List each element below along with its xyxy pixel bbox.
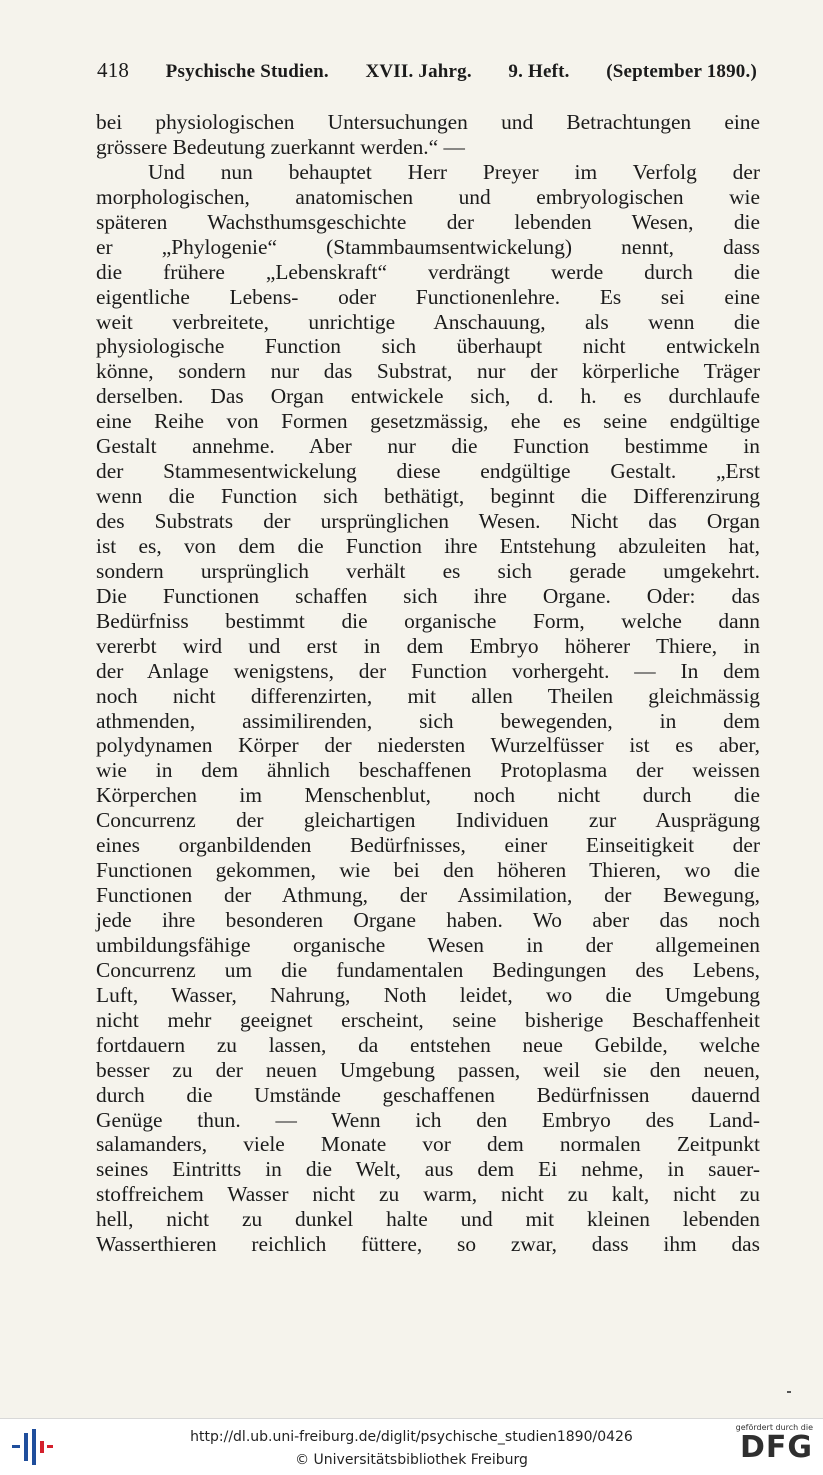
- page-url[interactable]: http://dl.ub.uni-freiburg.de/diglit/psychische_studien1890/0426: [190, 1429, 633, 1445]
- text-line: Genüge thun. — Wenn ich den Embryo des Land-: [96, 1107, 760, 1132]
- text-line: athmenden, assimilirenden, sich bewegenden, in dem: [96, 708, 760, 733]
- text-line: nicht mehr geeignet erscheint, seine bisherige Beschaffenheit: [96, 1007, 760, 1032]
- text-line: physiologische Function sich überhaupt nicht entwickeln: [96, 334, 760, 359]
- text-line: des Substrats der ursprünglichen Wesen. Nicht das Organ: [96, 509, 760, 533]
- text-line: Bedürfniss bestimmt die organische Form, welche dann: [96, 608, 760, 633]
- text-line: umbildungsfähige organische Wesen in der allgemeinen: [96, 932, 760, 957]
- scan-speck: [787, 1391, 791, 1393]
- text-line: der Anlage wenigstens, der Function vorhergeht. — In dem: [96, 658, 760, 683]
- text-line: derselben. Das Organ entwickele sich, d. h. es durchlaufe: [96, 384, 760, 409]
- text-line: Und nun behauptet Herr Preyer im Verfolg der: [148, 159, 760, 184]
- text-line: jede ihre besonderen Organe haben. Wo aber das noch: [96, 908, 760, 932]
- text-line: späteren Wachsthumsgeschichte der lebenden Wesen, die: [96, 209, 760, 234]
- issue-date: (September 1890.): [606, 61, 757, 82]
- text-line: besser zu der neuen Umgebung passen, weil sie den neuen,: [96, 1057, 760, 1082]
- dfg-logo: [727, 1423, 813, 1471]
- text-line: Luft, Wasser, Nahrung, Noth leidet, wo die Umgebung: [96, 982, 760, 1007]
- text-line: fortdauern zu lassen, da entstehen neue Gebilde, welche: [96, 1032, 760, 1057]
- text-line: die frühere „Lebenskraft“ verdrängt werde durch die: [96, 259, 760, 284]
- page-number: 418: [97, 58, 130, 82]
- text-line: Functionen der Athmung, der Assimilation, der Bewegung,: [96, 883, 760, 908]
- text-line: Gestalt annehme. Aber nur die Function bestimme in: [96, 434, 760, 459]
- text-line: sondern ursprünglich verhält es sich gerade umgekehrt.: [96, 558, 760, 583]
- text-line: salamanders, viele Monate vor dem normalen Zeitpunkt: [96, 1132, 760, 1157]
- issue: 9. Heft.: [508, 61, 570, 82]
- text-line: eines organbildenden Bedürfnisses, einer Einseitigkeit der: [96, 833, 760, 858]
- text-line: hell, nicht zu dunkel halte und mit kleinen lebenden: [96, 1207, 760, 1232]
- text-line: eine Reihe von Formen gesetzmässig, ehe es seine endgültige: [96, 409, 760, 434]
- dfg-logo-text: DFG: [739, 1430, 813, 1465]
- text-line: Körperchen im Menschenblut, noch nicht durch die: [96, 783, 760, 808]
- text-line: wenn die Function sich bethätigt, beginnt die Differenzirung: [96, 484, 760, 509]
- text-line: Concurrenz der gleichartigen Individuen zur Ausprägung: [96, 808, 760, 833]
- viewer-footer: [0, 1418, 823, 1475]
- body-text: [96, 110, 760, 1257]
- text-line: weit verbreitete, unrichtige Anschauung, als wenn die: [96, 309, 760, 334]
- dfg-caption: gefördert durch die: [735, 1423, 813, 1432]
- text-line: er „Phylogenie“ (Stammbaumsentwickelung) nennt, dass: [96, 234, 760, 259]
- text-line: seines Eintritts in die Welt, aus dem Ei nehme, in sauer-: [96, 1157, 760, 1182]
- text-line: durch die Umstände geschaffenen Bedürfnissen dauernd: [96, 1082, 760, 1107]
- text-line: eigentliche Lebens- oder Functionenlehre. Es sei eine: [96, 284, 760, 309]
- text-line: noch nicht differenzirten, mit allen Theilen gleichmässig: [96, 683, 760, 708]
- text-line: Functionen gekommen, wie bei den höheren Thieren, wo die: [96, 858, 760, 883]
- text-line: Wasserthieren reichlich füttere, so zwar, dass ihm das: [96, 1232, 760, 1257]
- running-header: [97, 58, 757, 83]
- volume: XVII. Jahrg.: [365, 61, 472, 82]
- journal-title: Psychische Studien.: [165, 61, 329, 82]
- text-line: Concurrenz um die fundamentalen Bedingungen des Lebens,: [96, 957, 760, 982]
- copyright-notice: © Universitätsbibliothek Freiburg: [295, 1452, 528, 1468]
- text-line: bei physiologischen Untersuchungen und Betrachtungen eine: [96, 110, 760, 134]
- text-line: grössere Bedeutung zuerkannt werden.“ —: [96, 134, 465, 159]
- text-line: stoffreichem Wasser nicht zu warm, nicht zu kalt, nicht zu: [96, 1182, 760, 1207]
- text-line: vererbt wird und erst in dem Embryo höherer Thiere, in: [96, 633, 760, 658]
- text-line: morphologischen, anatomischen und embryologischen wie: [96, 184, 760, 209]
- text-line: Die Functionen schaffen sich ihre Organe. Oder: das: [96, 583, 760, 608]
- text-line: wie in dem ähnlich beschaffenen Protoplasma der weissen: [96, 758, 760, 783]
- text-line: der Stammesentwickelung diese endgültige Gestalt. „Erst: [96, 459, 760, 484]
- text-line: polydynamen Körper der niedersten Wurzelfüsser ist es aber,: [96, 733, 760, 758]
- text-line: ist es, von dem die Function ihre Entstehung abzuleiten hat,: [96, 533, 760, 558]
- text-line: könne, sondern nur das Substrat, nur der körperliche Träger: [96, 359, 760, 384]
